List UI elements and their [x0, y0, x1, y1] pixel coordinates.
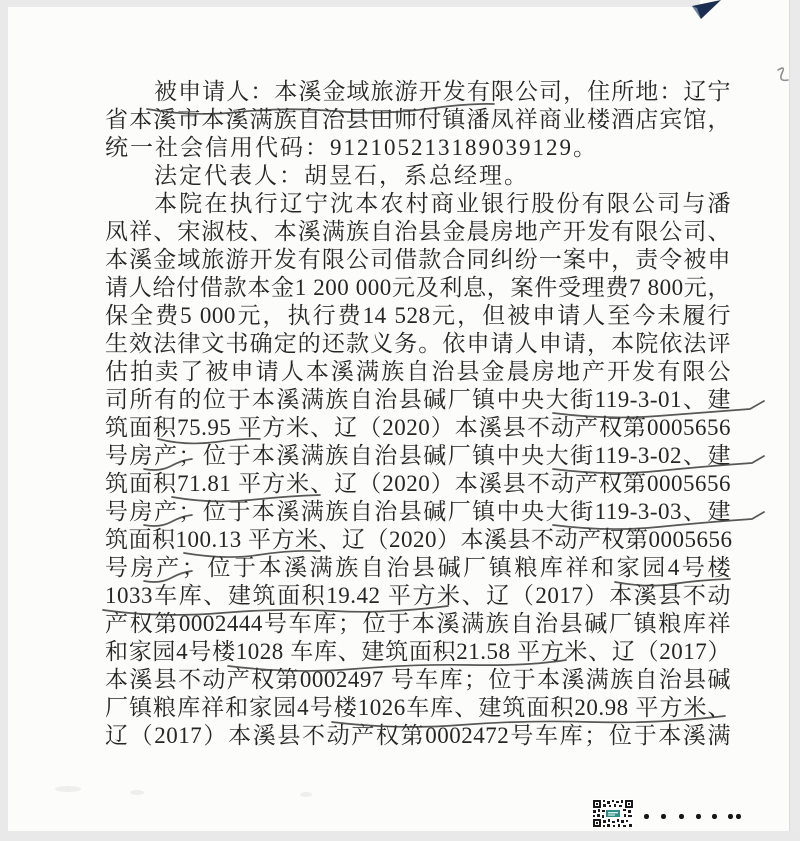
document-line: 筑面积71.81 平方米、辽（2020）本溪县不动产权第0005656: [105, 471, 731, 496]
document-line: 估拍卖了被申请人本溪满族自治县金晨房地产开发有限公: [105, 359, 731, 384]
scan-margin-bottom: [0, 831, 800, 841]
dot: [696, 814, 701, 819]
document-line: 产权第0002444号车库；位于本溪满族自治县碱厂镇粮库祥: [105, 611, 731, 636]
scan-margin-top: [0, 0, 700, 7]
dot: [679, 814, 684, 819]
document-line: 厂镇粮库祥和家园4号楼1026车库、建筑面积20.98 平方米、: [105, 695, 731, 720]
document-line: 保全费5 000元，执行费14 528元，但被申请人至今未履行: [105, 303, 731, 328]
scan-margin-left: [0, 0, 8, 831]
document-line: 号房产；位于本溪满族自治县碱厂镇粮库祥和家园4号楼: [105, 555, 731, 580]
document-line: 筑面积75.95 平方米、辽（2020）本溪县不动产权第0005656: [105, 415, 731, 440]
document-line: 被申请人：本溪金域旅游开发有限公司，住所地：辽宁: [154, 79, 731, 104]
document-text-block: [105, 78, 731, 750]
document-line: 辽（2017）本溪县不动产权第0002472号车库；位于本溪满: [105, 723, 731, 748]
document-line: 本溪金域旅游开发有限公司借款合同纠纷一案中，责令被申: [105, 247, 731, 272]
document-line: 和家园4号楼1028 车库、建筑面积21.58 平方米、辽（2017）: [105, 639, 731, 664]
document-line: 司所有的位于本溪满族自治县碱厂镇中央大街119-3-01、建: [105, 387, 731, 412]
document-line: 筑面积100.13 平方米、辽（2020）本溪县不动产权第0005656: [105, 527, 733, 552]
document-line: 请人给付借款本金1 200 000元及利息，案件受理费7 800元，: [105, 275, 731, 300]
document-line: 1033车库、建筑面积19.42 平方米、辽（2017）本溪县不动: [105, 583, 731, 608]
page-corner-fold-icon: [690, 0, 724, 20]
document-line: 统一社会信用代码：912105213189039129。: [105, 135, 598, 160]
dot: [644, 814, 649, 819]
scan-smudge: [300, 792, 312, 797]
handwritten-squiggle: [770, 62, 792, 88]
scan-smudge: [130, 790, 144, 795]
dot: [728, 814, 733, 819]
scan-edge-line: [789, 0, 790, 831]
scan-smudge: [55, 786, 81, 792]
document-line: 生效法律文书确定的还款义务。依申请人申请，本院依法评: [105, 331, 731, 356]
document-line: 本院在执行辽宁沈本农村商业银行股份有限公司与潘: [154, 191, 731, 216]
document-line: 法定代表人：胡昱石，系总经理。: [154, 163, 529, 188]
document-line: 号房产；位于本溪满族自治县碱厂镇中央大街119-3-03、建: [105, 499, 731, 524]
dot: [712, 814, 717, 819]
qr-code: [592, 799, 634, 828]
document-line: 凤祥、宋淑枝、本溪满族自治县金晨房地产开发有限公司、: [105, 219, 731, 244]
dot: [661, 814, 666, 819]
document-line: 号房产；位于本溪满族自治县碱厂镇中央大街119-3-02、建: [105, 443, 731, 468]
dot: [736, 814, 741, 819]
separator-dots: [644, 814, 744, 820]
document-line: 本溪县不动产权第0002497 号车库；位于本溪满族自治县碱: [105, 667, 731, 692]
document-line: 省本溪市本溪满族自治县田师付镇潘凤祥商业楼酒店宾馆，: [105, 107, 731, 132]
